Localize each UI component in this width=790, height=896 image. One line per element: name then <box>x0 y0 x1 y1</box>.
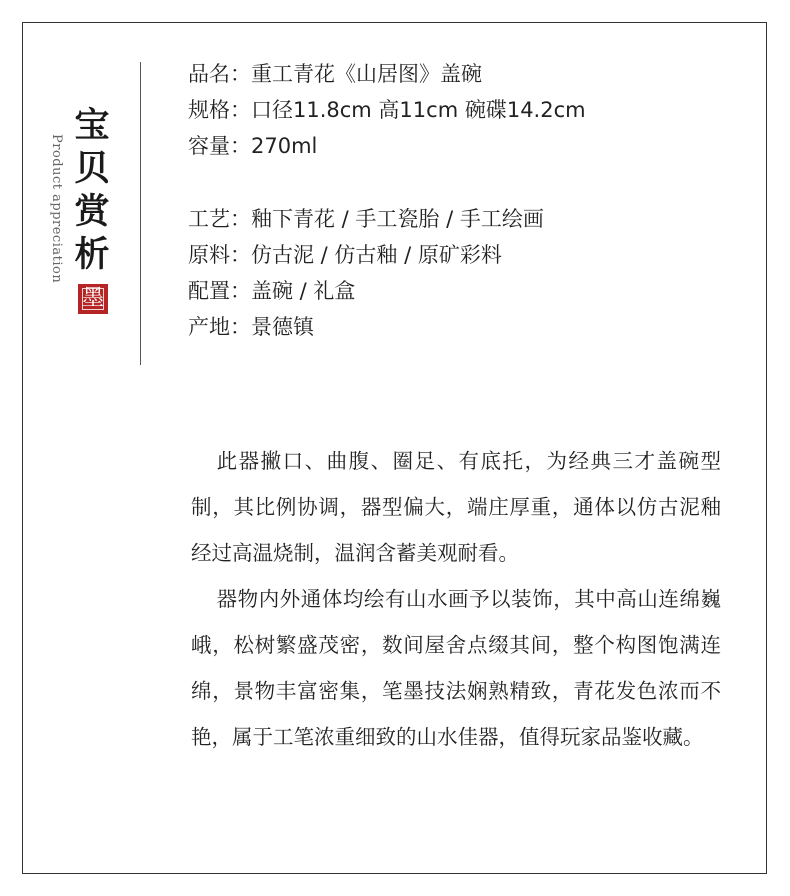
title-char: 赏 <box>74 191 110 232</box>
spec-product-name: 品名：重工青花《山居图》盖碗 <box>188 62 482 86</box>
spec-dimensions: 规格：口径11.8cm 高11cm 碗碟14.2cm <box>188 98 586 122</box>
spec-capacity: 容量：270ml <box>188 134 318 158</box>
spec-materials: 原料：仿古泥 / 仿古釉 / 原矿彩料 <box>188 243 502 267</box>
seal-stamp <box>78 284 108 314</box>
description <box>191 438 721 760</box>
description-paragraph: 器物内外通体均绘有山水画予以装饰，其中高山连绵巍峨，松树繁盛茂密，数间屋舍点缀其间，整个构图饱满连绵，景物丰富密集，笔墨技法娴熟精致，青花发色浓而不艳，属于工笔浓重细致的山水佳器，值得玩家品鉴收藏。 <box>191 587 721 749</box>
spec-origin: 产地：景德镇 <box>188 315 314 339</box>
vertical-divider <box>140 62 141 365</box>
spec-package: 配置：盖碗 / 礼盒 <box>188 279 356 303</box>
description-paragraph: 此器撇口、曲腹、圈足、有底托，为经典三才盖碗型制，其比例协调，器型偏大，端庄厚重，通体以仿古泥釉经过高温烧制，温润含蓄美观耐看。 <box>191 449 721 565</box>
title-char: 宝 <box>74 105 110 146</box>
section-subtitle: Product appreciation <box>49 134 64 284</box>
title-char: 析 <box>74 234 110 275</box>
spec-spacer <box>188 164 586 201</box>
spec-list <box>188 56 586 345</box>
section-title <box>70 104 114 276</box>
title-char: 贝 <box>74 148 110 189</box>
seal-glyph: 墨 <box>81 286 104 311</box>
spec-craft: 工艺：釉下青花 / 手工瓷胎 / 手工绘画 <box>188 207 544 231</box>
